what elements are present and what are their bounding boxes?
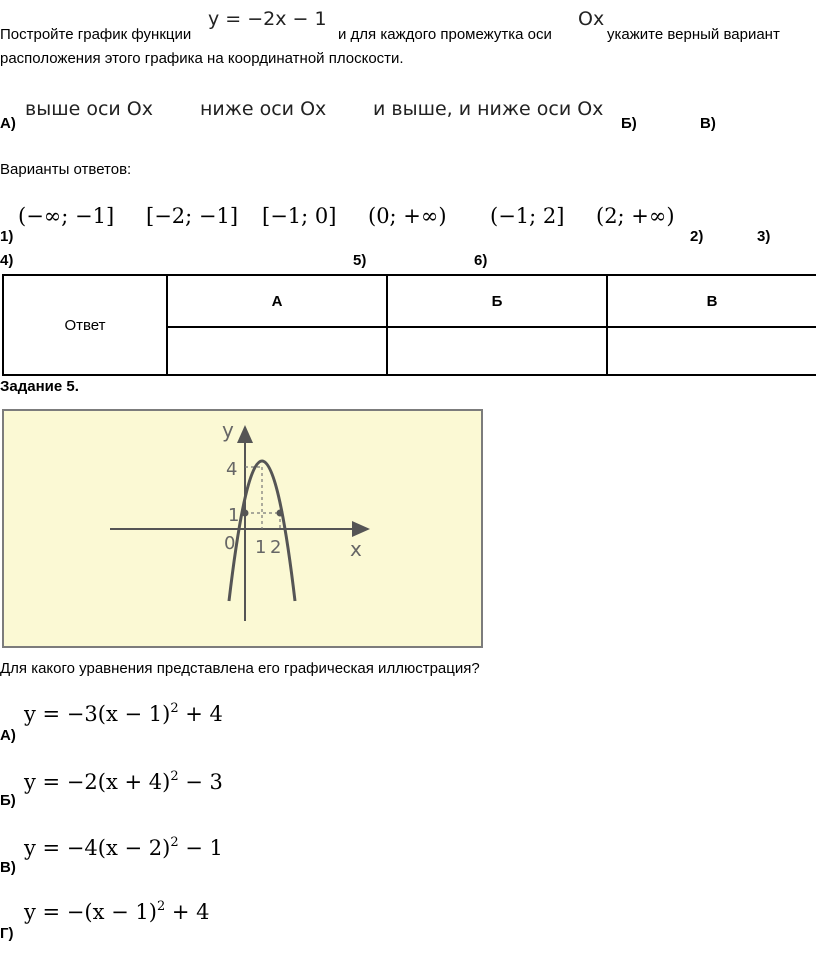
- equation-label-d: Г): [0, 925, 14, 942]
- equation-b: $y = -2(x + 4)^2 - 3$: [24, 769, 223, 794]
- answer-header-c: В: [607, 275, 816, 327]
- y-tick-4: 4: [226, 459, 238, 480]
- interval-1: (−∞; −1]: [18, 204, 115, 228]
- x-tick-1: 1: [255, 537, 267, 558]
- parabola-graph-svg: [4, 411, 485, 650]
- position-text-c: и выше, и ниже оси Ox: [373, 98, 604, 120]
- position-text-b: ниже оси Ox: [200, 98, 327, 120]
- task4-intro-end: укажите верный вариант: [607, 26, 780, 43]
- equation-c: $y = -4(x - 2)^2 - 1$: [24, 835, 223, 860]
- interval-label-5: 5): [353, 252, 367, 269]
- interval-label-2: 2): [690, 228, 704, 245]
- position-label-b: Б): [621, 115, 637, 132]
- answer-cell-a[interactable]: [167, 327, 387, 375]
- task5-title: Задание 5.: [0, 378, 79, 395]
- answer-header-a: А: [167, 275, 387, 327]
- point-0-1: [242, 510, 249, 517]
- y-axis-label: y: [222, 418, 234, 442]
- equation-a: $y = -3(x - 1)^2 + 4$: [24, 701, 223, 726]
- interval-5: (−1; 2]: [490, 204, 565, 228]
- answer-row-label: Ответ: [3, 275, 167, 375]
- interval-6: (2; +∞): [596, 204, 675, 228]
- equation-label-a: А): [0, 727, 16, 744]
- y-tick-1: 1: [228, 505, 240, 526]
- task4-intro-start: Постройте график функции: [0, 26, 192, 43]
- equation-label-c: В): [0, 859, 16, 876]
- parabola-graph: [2, 409, 483, 648]
- position-label-c: В): [700, 115, 716, 132]
- task4-intro-line2: расположения этого графика на координатной плоскости.: [0, 50, 404, 67]
- answer-header-b: Б: [387, 275, 607, 327]
- equation-label-b: Б): [0, 792, 16, 809]
- interval-label-1: 1): [0, 228, 14, 245]
- interval-label-3: 3): [757, 228, 771, 245]
- task4-axis-name: Ox: [578, 8, 605, 30]
- task5-question: Для какого уравнения представлена его графическая иллюстрация?: [0, 660, 480, 677]
- position-label-a: А): [0, 115, 16, 132]
- task4-function-formula: y = −2x − 1: [208, 8, 327, 30]
- interval-3: [−1; 0]: [262, 204, 337, 228]
- interval-label-6: 6): [474, 252, 488, 269]
- answer-cell-c[interactable]: [607, 327, 816, 375]
- point-2-1: [277, 510, 284, 517]
- answer-table: [2, 274, 816, 376]
- answer-cell-b[interactable]: [387, 327, 607, 375]
- interval-label-4: 4): [0, 252, 14, 269]
- interval-4: (0; +∞): [368, 204, 447, 228]
- x-tick-2: 2: [270, 537, 282, 558]
- position-text-a: выше оси Ox: [25, 98, 153, 120]
- x-axis-label: x: [350, 537, 362, 561]
- task4-intro-mid: и для каждого промежутка оси: [338, 26, 552, 43]
- interval-2: [−2; −1]: [146, 204, 239, 228]
- equation-d: $y = -(x - 1)^2 + 4$: [24, 899, 210, 924]
- variants-title: Варианты ответов:: [0, 161, 132, 178]
- origin-label: 0: [224, 533, 236, 554]
